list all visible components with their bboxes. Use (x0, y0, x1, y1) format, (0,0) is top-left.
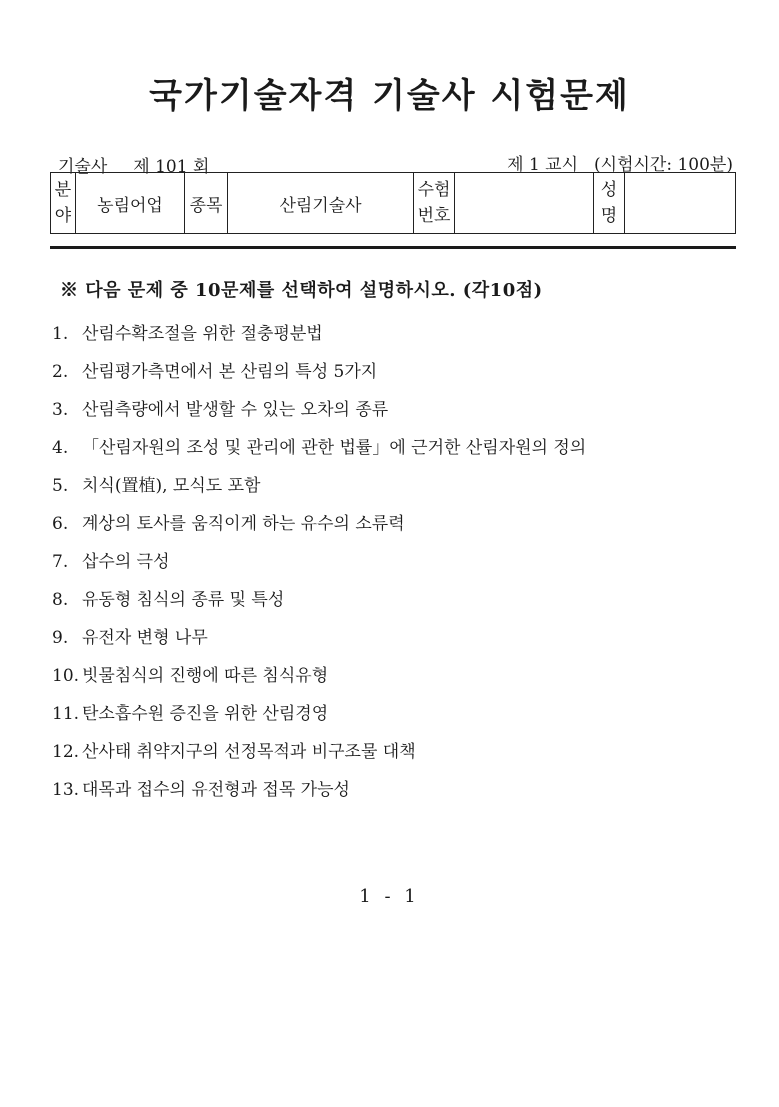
question-item (52, 436, 586, 474)
item-value: 산림기술사 (228, 173, 414, 234)
question-number: 10. (52, 666, 80, 686)
exam-round: 제 101 회 (133, 157, 210, 177)
question-item (52, 664, 586, 702)
question-item (52, 626, 586, 664)
question-number: 6. (52, 514, 69, 534)
page-title: 국가기술자격 기술사 시험문제 (149, 76, 630, 116)
question-number: 3. (52, 400, 69, 420)
question-number: 1. (52, 324, 69, 344)
question-text: 치식(置植), 모식도 포함 (82, 476, 261, 496)
question-number: 7. (52, 552, 69, 572)
name-label-top: 성 (600, 180, 618, 200)
field-value: 농림어업 (76, 173, 185, 234)
question-number: 13. (52, 780, 80, 800)
field-label-cell (51, 173, 76, 234)
exam-number-label-bottom: 번호 (417, 206, 451, 226)
name-label-cell (594, 173, 625, 234)
question-item (52, 398, 586, 436)
question-number: 5. (52, 476, 69, 496)
question-number: 11. (52, 704, 80, 724)
field-label-bottom: 야 (54, 206, 72, 226)
question-text: 산림측량에서 발생할 수 있는 오차의 종류 (82, 400, 389, 420)
question-item (52, 740, 586, 778)
question-item (52, 322, 586, 360)
question-text: 계상의 토사를 움직이게 하는 유수의 소류력 (82, 514, 405, 534)
question-number: 8. (52, 590, 69, 610)
field-label-top: 분 (54, 180, 72, 200)
question-text: 산림수확조절을 위한 절충평분법 (82, 324, 323, 344)
name-label-bottom: 명 (600, 206, 618, 226)
exam-number-field[interactable] (455, 173, 594, 234)
question-list (52, 322, 586, 816)
question-number: 4. (52, 438, 69, 458)
name-field[interactable] (625, 173, 736, 234)
question-text: 유동형 침식의 종류 및 특성 (82, 590, 285, 610)
question-text: 「산림자원의 조성 및 관리에 관한 법률」에 근거한 산림자원의 정의 (82, 438, 587, 458)
question-number: 2. (52, 362, 69, 382)
question-text: 빗물침식의 진행에 따른 침식유형 (82, 666, 329, 686)
instruction: ※ 다음 문제 중 10문제를 선택하여 설명하시오. (각10점) (60, 280, 543, 301)
question-item (52, 360, 586, 398)
question-item (52, 702, 586, 740)
question-item (52, 778, 586, 816)
question-item (52, 512, 586, 550)
exam-number-label-cell (414, 173, 455, 234)
question-item (52, 550, 586, 588)
question-number: 12. (52, 742, 80, 762)
question-text: 유전자 변형 나무 (82, 628, 208, 648)
question-text: 산림평가측면에서 본 산림의 특성 5가지 (82, 362, 378, 382)
question-text: 탄소흡수원 증진을 위한 산림경영 (82, 704, 329, 724)
question-number: 9. (52, 628, 69, 648)
item-label: 종목 (185, 173, 228, 234)
page-number: 1 - 1 (359, 886, 420, 907)
question-item (52, 588, 586, 626)
question-text: 삽수의 극성 (82, 552, 170, 572)
question-text: 대목과 접수의 유전형과 접목 가능성 (82, 780, 350, 800)
exam-time: (시험시간: 100분) (594, 155, 733, 175)
header-divider (50, 246, 736, 249)
exam-category: 기술사 (58, 157, 108, 177)
exam-session: 제 1 교시 (507, 155, 579, 175)
question-item (52, 474, 586, 512)
question-text: 산사태 취약지구의 선정목적과 비구조물 대책 (82, 742, 416, 762)
exam-number-label-top: 수험 (417, 180, 451, 200)
exam-info-table (50, 172, 736, 234)
